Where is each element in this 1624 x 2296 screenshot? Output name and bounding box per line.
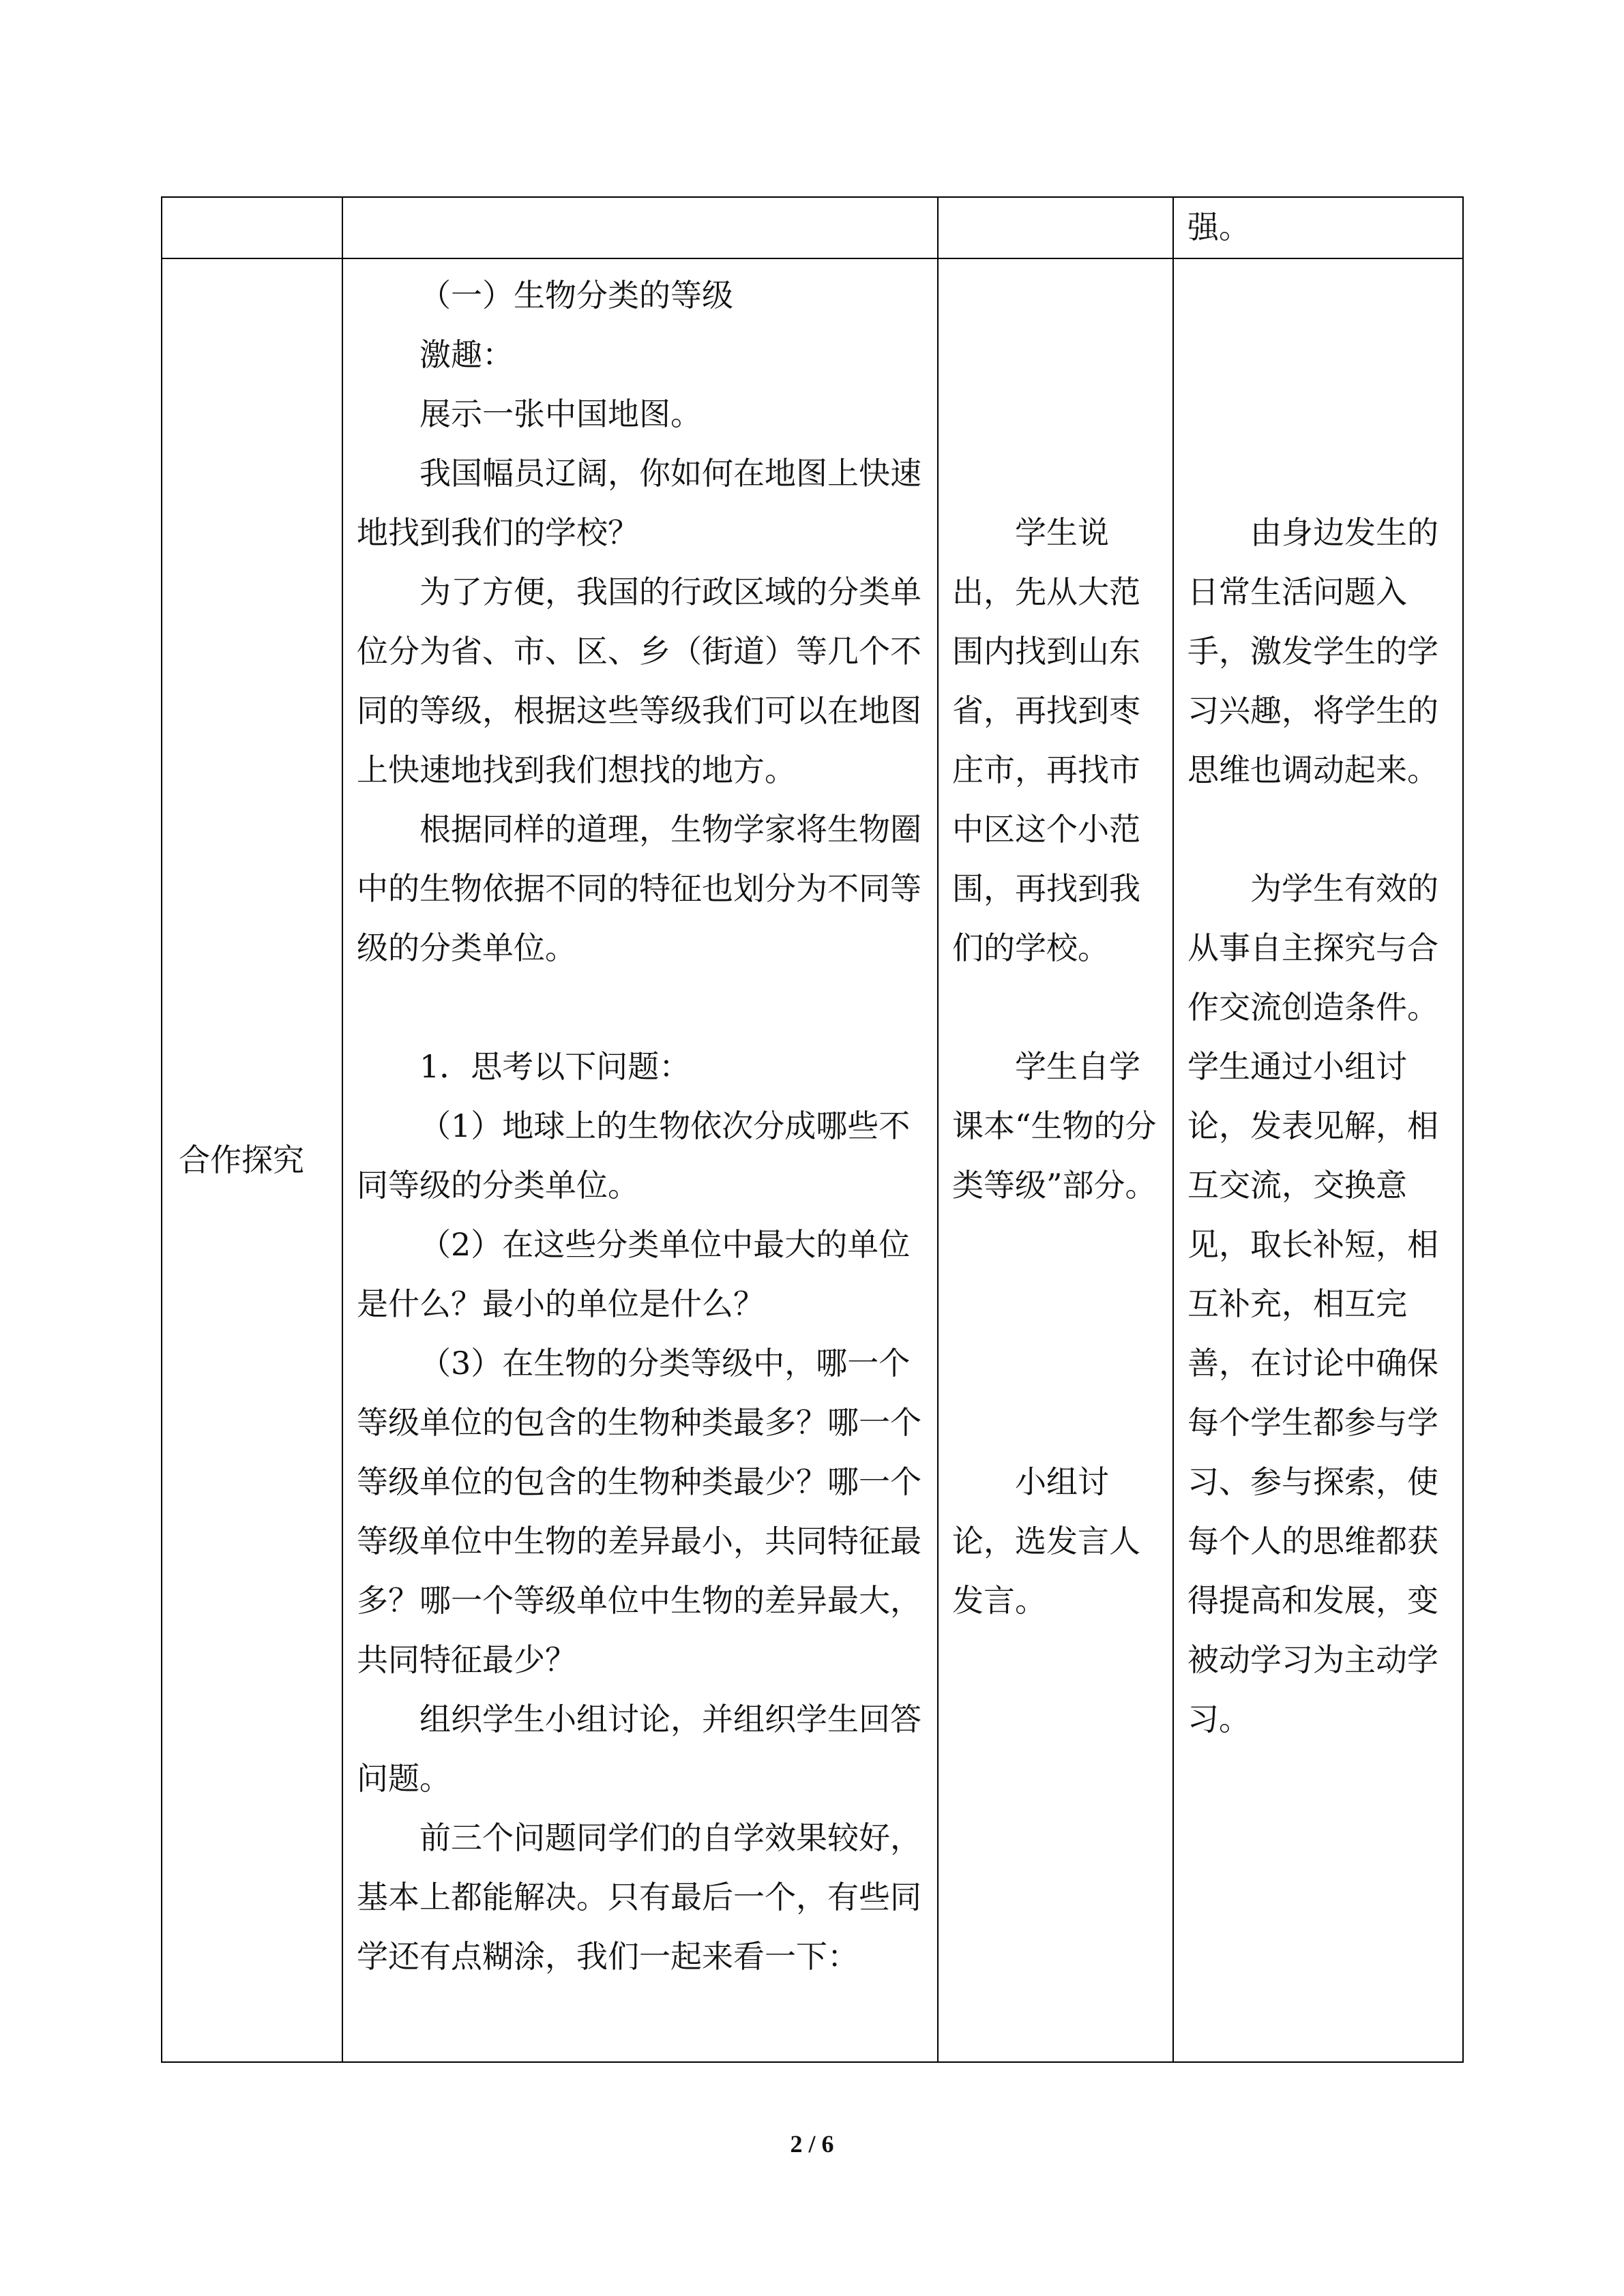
design-intent-cell-top — [1173, 197, 1463, 258]
student-activity-cell — [938, 258, 1173, 2062]
lesson-plan-table — [161, 196, 1464, 2063]
student-activity-text: 小组讨论，选发言人发言。 — [952, 1463, 1140, 1619]
teacher-activity-cell-top — [342, 197, 938, 258]
question-item: （2）在这些分类单位中最大的单位是什么？最小的单位是什么？ — [357, 1226, 911, 1322]
question-item: （1）地球上的生物依次分成哪些不同等级的分类单位。 — [357, 1107, 911, 1204]
design-intent-text: 为学生有效的从事自主探究与合作交流创造条件。学生通过小组讨论，发表见解，相互交流，交换意见，取长补短，相互补充，相互完善，在讨论中确保每个学生都参与学习、参与探索，使每个人的思维都获得提高和发展，变被动学习为主动学习。 — [1187, 870, 1438, 1738]
student-activity-text: 学生自学课本“生物的分类等级”部分。 — [952, 1048, 1157, 1204]
teacher-paragraph: 我国幅员辽阔，你如何在地图上快速地找到我们的学校？ — [357, 455, 921, 551]
category-label: 合作探究 — [179, 1142, 304, 1178]
table-row-cooperative-inquiry — [162, 258, 1463, 2062]
design-intent-text-top: 强。 — [1187, 209, 1250, 245]
design-intent-cell — [1173, 258, 1463, 2062]
student-activity-cell-top — [938, 197, 1173, 258]
page-number: 2 / 6 — [790, 2130, 834, 2158]
teacher-paragraph: 激趣： — [419, 336, 514, 373]
table-row-continued — [162, 197, 1463, 258]
teacher-paragraph: 为了方便，我国的行政区域的分类单位分为省、市、区、乡（街道）等几个不同的等级，根据这些等级我们可以在地图上快速地找到我们想找的地方。 — [357, 573, 921, 788]
student-activity-text: 学生说出，先从大范围内找到山东省，再找到枣庄市，再找市中区这个小范围，再找到我们的学校。 — [952, 514, 1140, 966]
question-item: （3）在生物的分类等级中，哪一个等级单位的包含的生物种类最多？哪一个等级单位的包含的生物种类最少？哪一个等级单位中生物的差异最小，共同特征最多？哪一个等级单位中生物的差异最大，共同特征最少？ — [357, 1345, 921, 1678]
section-heading: （一）生物分类的等级 — [419, 277, 733, 314]
design-intent-text: 由身边发生的日常生活问题入手，激发学生的学习兴趣，将学生的思维也调动起来。 — [1187, 514, 1438, 788]
question-heading: 1．思考以下问题： — [419, 1048, 691, 1085]
category-cell-top — [162, 197, 342, 258]
teacher-paragraph: 组织学生小组讨论，并组织学生回答问题。 — [357, 1701, 921, 1797]
category-cell — [162, 258, 342, 2062]
teacher-paragraph: 前三个问题同学们的自学效果较好，基本上都能解决。只有最后一个，有些同学还有点糊涂，我们一起来看一下： — [357, 1819, 921, 1975]
teacher-paragraph: 根据同样的道理，生物学家将生物圈中的生物依据不同的特征也划分为不同等级的分类单位。 — [357, 811, 921, 966]
teacher-activity-cell — [342, 258, 938, 2062]
teacher-paragraph: 展示一张中国地图。 — [419, 396, 702, 432]
